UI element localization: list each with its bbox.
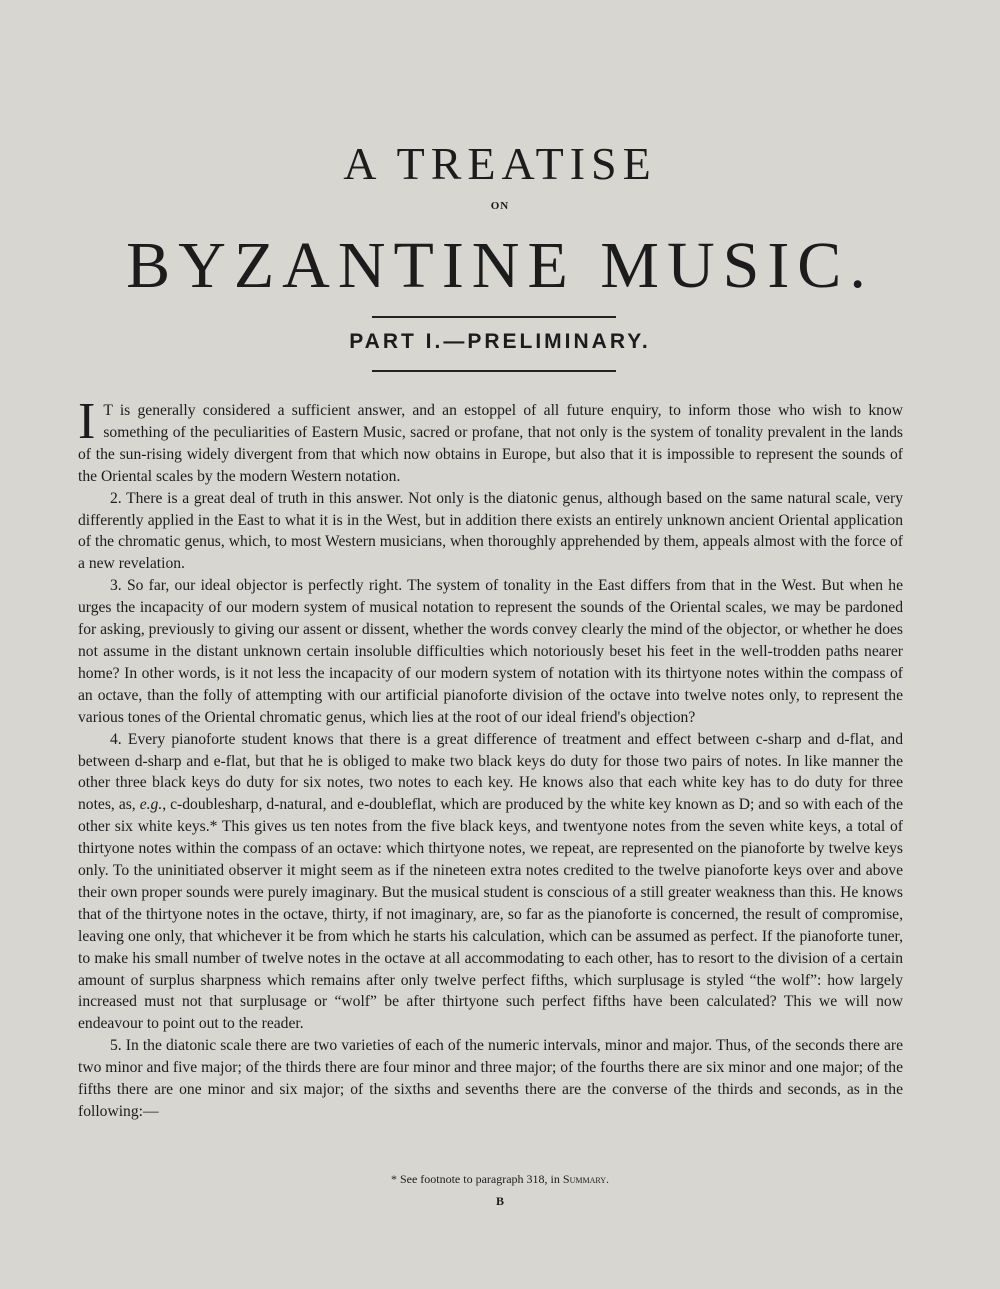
footnote [0, 1172, 1000, 1187]
drop-cap: I [78, 393, 96, 450]
paragraph-1-text: T is generally considered a sufficient answer, and an estoppel of all future enquiry, to inform those who wish to know something of the peculiarities of Eastern Music, sacred or profane, that not only is the system of tonality prevalent in the lands of the sun-rising widely divergent from that which now obtains in Europe, but also that it is impossible to represent the sounds of the Oriental scales by the modern Western notation. [78, 402, 903, 485]
rule-bottom [372, 370, 616, 372]
paragraph-4-eg: e.g. [139, 796, 163, 814]
paragraph-3: 3. So far, our ideal objector is perfectly right. The system of tonality in the East differs from that in the West. But when he urges the incapacity of our modern system of musical notation to represent the sounds of the Oriental scales, we may be pardoned for asking, previously to giving our assent or dissent, whether the words convey clearly the mind of the objector, or whether he does not assume in the distant unknown certain insoluble difficulties which notoriously beset his feet in the well-trodden paths nearer home? In other words, is it not less the incapacity of our modern system of notation with its thirtyone notes within the compass of an octave, than the folly of attempting with our artificial pianoforte division of the octave into twelve notes only, to represent the various tones of the Oriental chromatic genus, which lies at the root of our ideal friend's objection? [78, 577, 903, 726]
rule-top [372, 316, 616, 318]
paragraph-5: 5. In the diatonic scale there are two varieties of each of the numeric intervals, minor and major. Thus, of the seconds there are two minor and five major; of the thirds there are four minor and three major; of the fourths there are six minor and one major; of the fifths there are one minor and six major; of the sixths and sevenths there are the converse of the thirds and seconds, as in the following:— [78, 1037, 903, 1120]
paragraph-4 [78, 729, 903, 1036]
paragraph-4-part-b: , c-doublesharp, d-natural, and e-doubleflat, which are produced by the white key known as D; and so with each of the other six white keys.* This gives us ten notes from the five black keys, and twentyone notes from the seven white keys, a total of thirtyone notes within the compass of an octave: which thirtyone notes, we repeat, are represented on the pianoforte by twelve keys only. To the uninitiated observer it might seem as if the nineteen extra notes credited to the twelve pianoforte keys over and above their own proper sounds were purely imaginary. But the musical student is conscious of a still greater weakness than this. He knows that of the thirtyone notes in the octave, thirty, if not imaginary, are, so far as the pianoforte is concerned, the result of compromise, leaving one only, that whichever it be from which he starts his calculation, which can be assumed as perfect. If the pianoforte tuner, to make his small number of twelve notes in the octave at all accommodating to each other, has to resort to the division of a certain amount of surplus sharpness which remains after only twelve perfect fifths, which surplusage is styled “the wolf”: how largely increased must not that surplusage or “wolf” be after thirtyone such perfect fifths have been calculated? This we will now endeavour to point out to the reader. [78, 796, 904, 1033]
part-heading: PART I.—PRELIMINARY. [349, 330, 651, 353]
paragraph-2: 2. There is a great deal of truth in this answer. Not only is the diatonic genus, although based on the same natural scale, very differently applied in the East to what it is in the West, but in addition there exists an entirely unknown ancient Oriental application of the chromatic genus, which, to most Western musicians, when thoroughly apprehended by them, appeals almost with the force of a new revelation. [78, 489, 903, 573]
title-line-1: A TREATISE [343, 138, 657, 189]
footnote-ref: Summary. [562, 1172, 610, 1186]
paragraph-4-part-a: 4. Every pianoforte student knows that there is a great difference of treatment and effect between c-sharp and d-flat, and between d-sharp and e-flat, but that he is obliged to make two black keys do duty for those two pairs of notes. In like manner the other three black keys do duty for six notes, two notes to each key. He knows also that each white key has to do duty for three notes, as, [78, 730, 903, 814]
signature-mark: B [495, 1194, 504, 1208]
footnote-text: * See footnote to paragraph 318, in [390, 1172, 563, 1186]
title-on: ON [490, 200, 510, 212]
body-text [78, 393, 904, 1123]
paragraph-1 [78, 393, 903, 488]
title-line-2: BYZANTINE MUSIC. [126, 229, 874, 302]
